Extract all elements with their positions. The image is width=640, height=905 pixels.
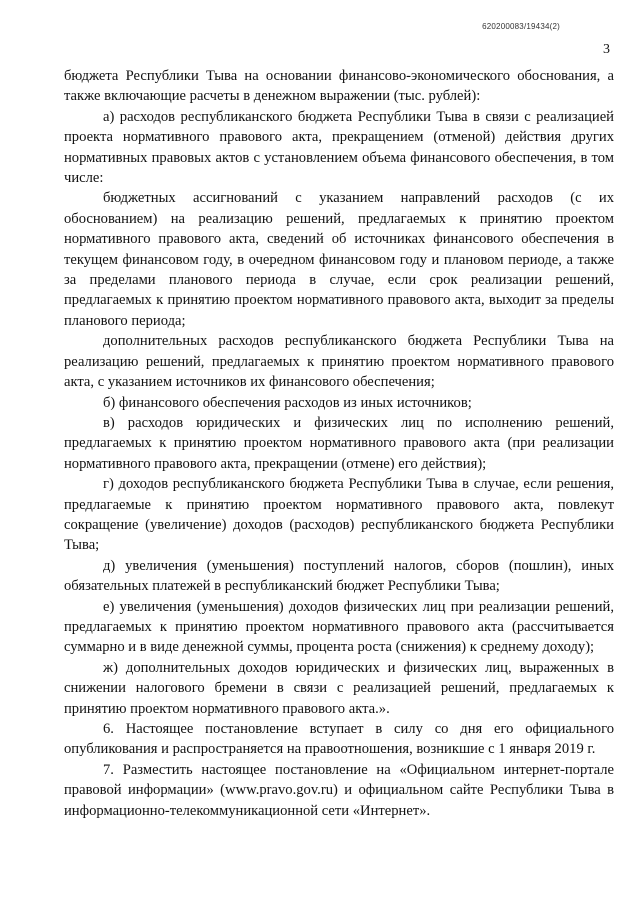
paragraph-item-a: а) расходов республиканского бюджета Республики Тыва в связи с реализацией проекта нормативного правового акта, прекращением (отменой) действия других нормативных правовых актов с установлением объема финансового обеспечения, в том числе: bbox=[64, 108, 614, 187]
paragraph-budget-allocations: бюджетных ассигнований с указанием направлений расходов (с их обоснованием) на реализацию решений, предлагаемых к принятию проектом нормативного правового акта, сведений об источниках финансового обеспечения в текущем финансовом году, в очередном финансовом году и плановом периоде, а также за пределами планового периода в случае, если срок реализации решений, предлагаемых к принятию проектом нормативного правового акта, выходит за пределы планового периода; bbox=[64, 190, 614, 329]
paragraph-item-b: б) финансового обеспечения расходов из иных источников; bbox=[103, 394, 472, 411]
paragraph-item-d: д) увеличения (уменьшения) поступлений налогов, сборов (пошлин), иных обязательных платежей в республиканский бюджет Республики Тыва; bbox=[64, 557, 614, 595]
paragraph-additional-expenses: дополнительных расходов республиканского бюджета Республики Тыва на реализацию решений, предлагаемых к принятию проектом нормативного правового акта, с указанием источников их финансового обеспечения; bbox=[64, 333, 614, 391]
page-number: 3 bbox=[603, 42, 610, 57]
paragraph-clause-7: 7. Разместить настоящее постановление на «Официальном интернет-портале правовой информации» (www.pravo.gov.ru) и официальном сайте Республики Тыва в информационно-телекоммуникационной сети «Интернет». bbox=[64, 761, 614, 819]
paragraph-item-v: в) расходов юридических и физических лиц по исполнению решений, предлагаемых к принятию проектом нормативного правового акта (при реализации нормативного правового акта, прекращении (отмене) его действия); bbox=[64, 414, 614, 472]
paragraph-item-zh: ж) дополнительных доходов юридических и физических лиц, выраженных в снижении налогового бремени в связи с реализацией решений, предлагаемых к принятию проектом нормативного правового акта.». bbox=[64, 659, 614, 717]
document-code: 620200083/19434(2) bbox=[482, 22, 560, 31]
paragraph-clause-6: 6. Настоящее постановление вступает в силу со дня его официального опубликования и распространяется на правоотношения, возникшие с 1 января 2019 г. bbox=[64, 721, 614, 758]
paragraph-continuation: бюджета Республики Тыва на основании финансово-экономического обоснования, а также включающие расчеты в денежном выражении (тыс. рублей): bbox=[64, 68, 614, 105]
paragraph-item-g: г) доходов республиканского бюджета Республики Тыва в случае, если решения, предлагаемые к принятию проектом нормативного правового акта, повлекут сокращение (увеличение) доходов (расходов) республиканского бюджета Республики Тыва; bbox=[64, 476, 614, 554]
paragraph-item-e: е) увеличения (уменьшения) доходов физических лиц при реализации решений, предлагаемых к принятию проектом нормативного правового акта (рассчитывается суммарно и в виде денежной суммы, процента роста (снижения) к среднему доходу); bbox=[64, 598, 614, 656]
document-body bbox=[64, 66, 614, 821]
